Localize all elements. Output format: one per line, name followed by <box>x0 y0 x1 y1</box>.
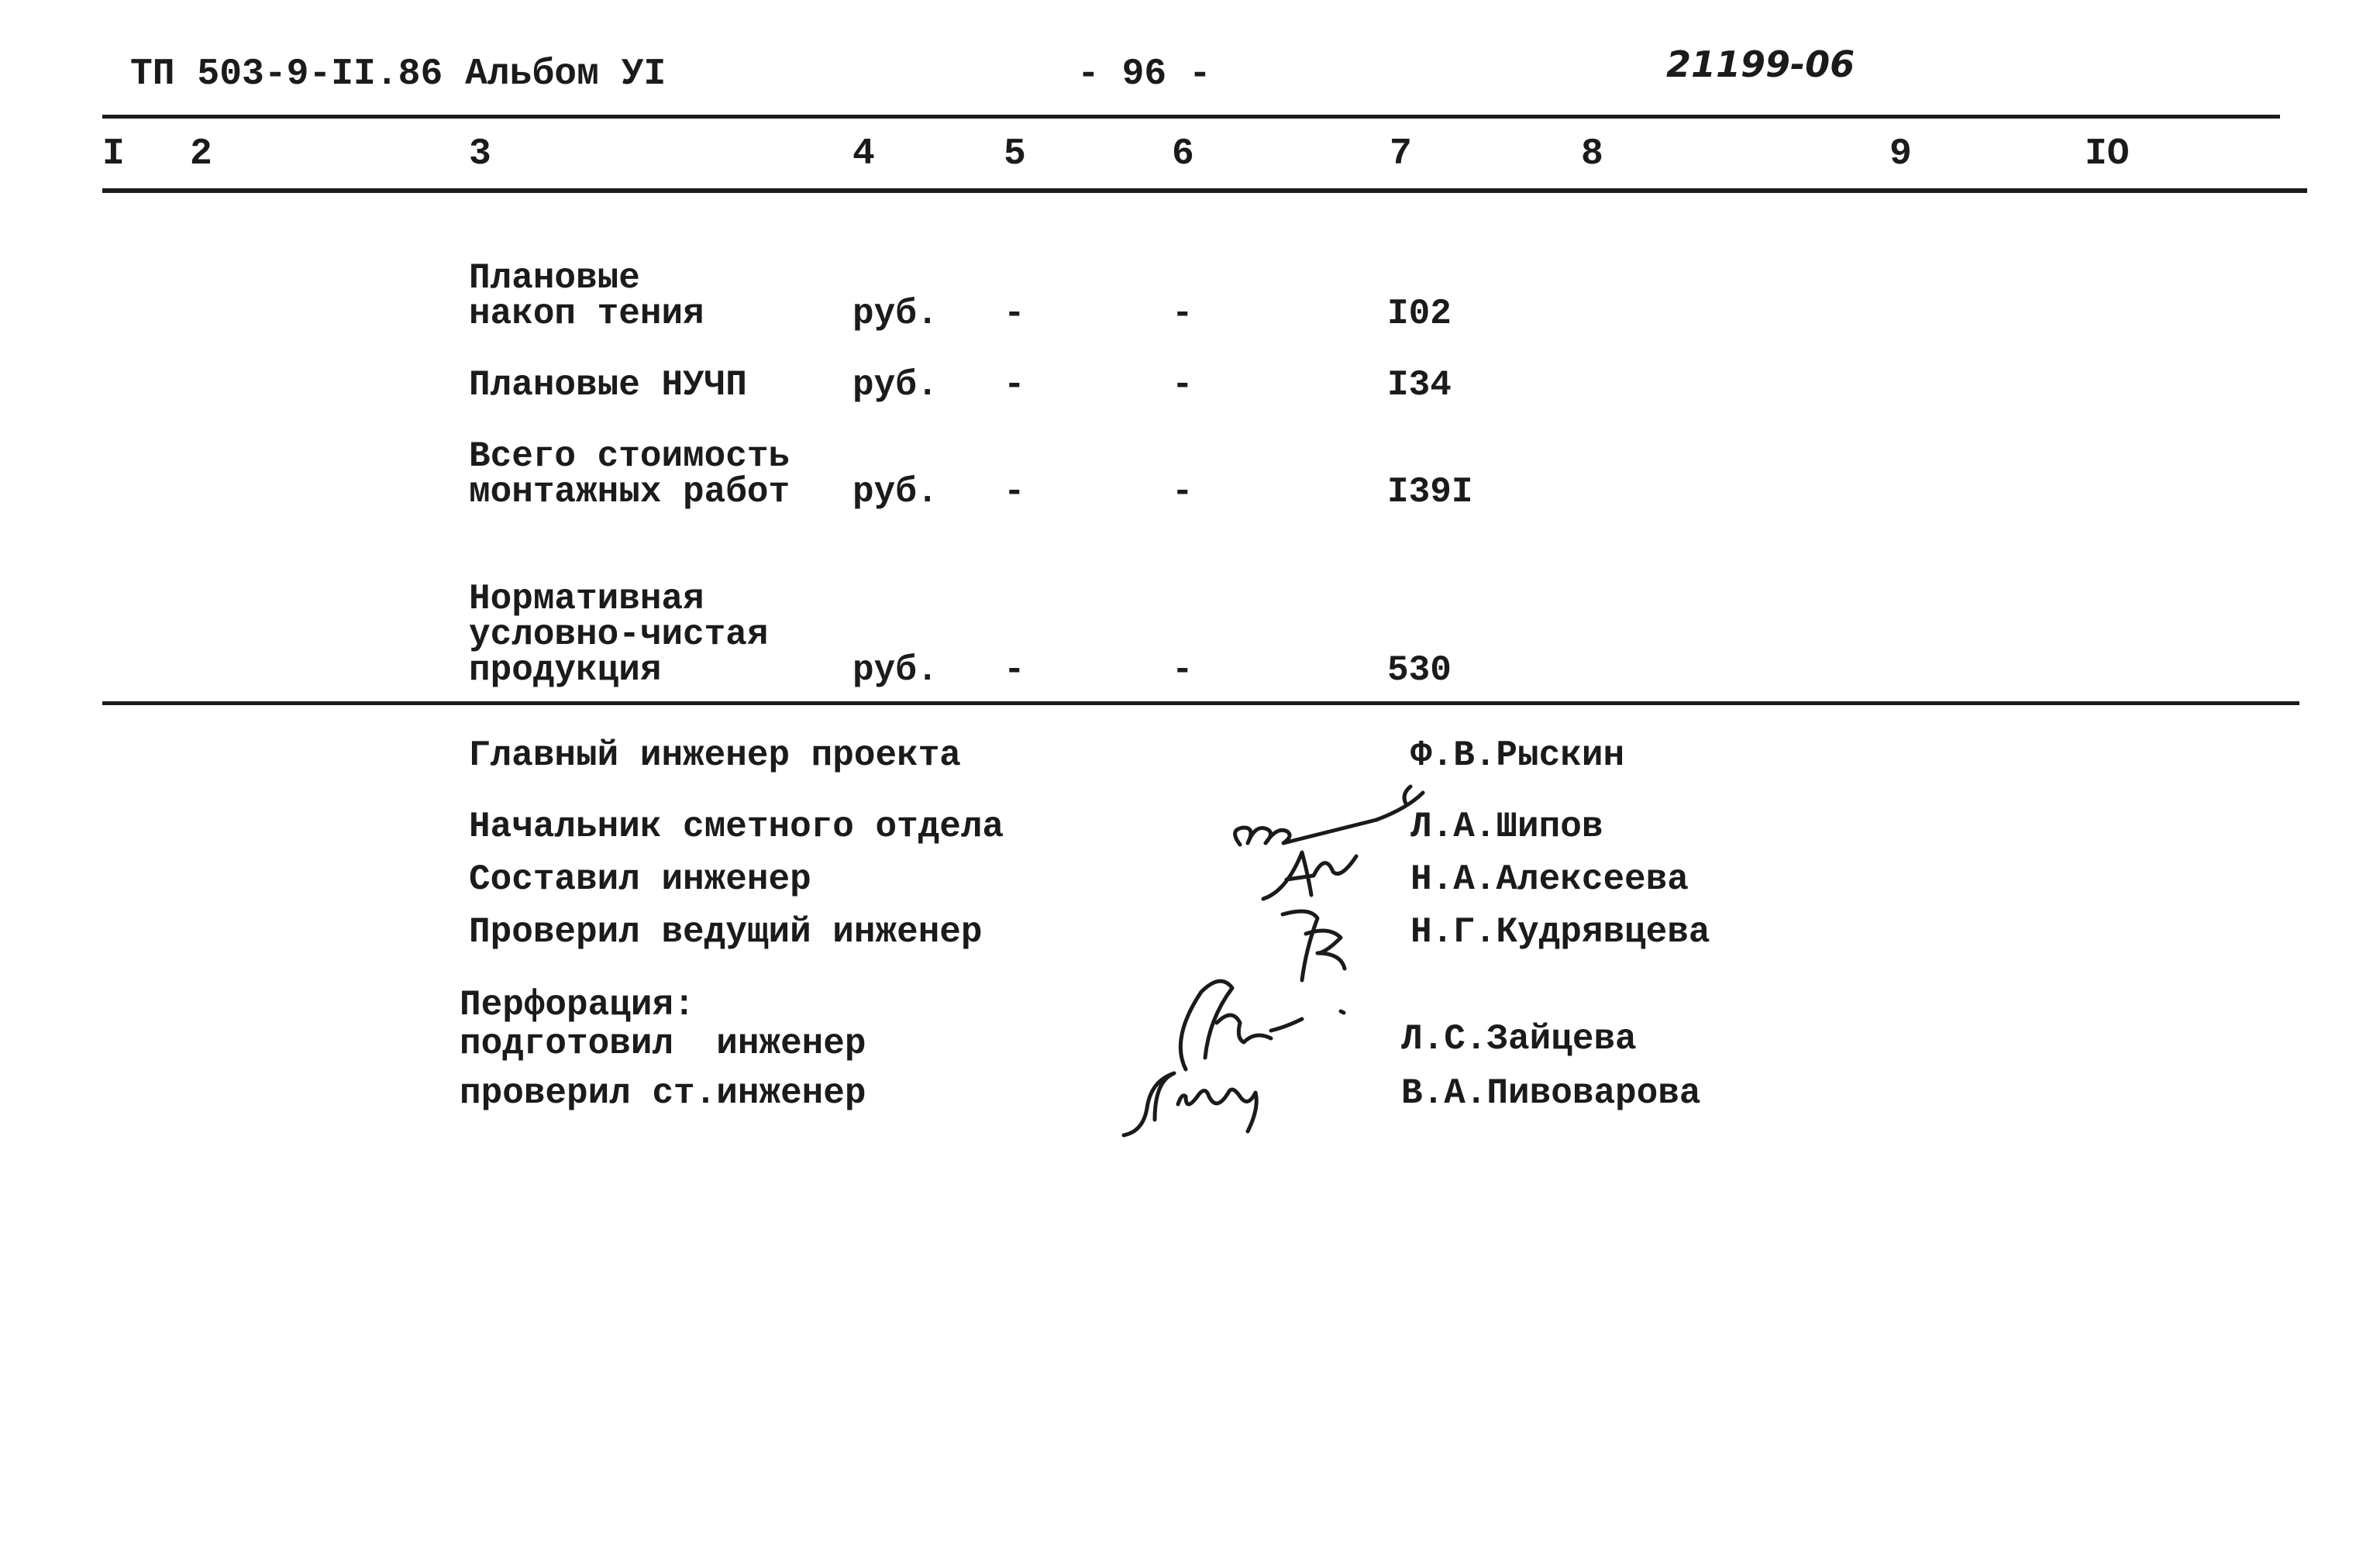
row-4-unit: руб. <box>852 650 939 690</box>
column-number-9: 9 <box>1889 133 1912 175</box>
handwritten-registration-code: 21199-06 <box>1666 43 1855 85</box>
column-number-6: 6 <box>1172 133 1194 175</box>
row-3-col5: - <box>1004 472 1025 512</box>
header-bottom-rule <box>102 188 2307 193</box>
handwritten-signature-senior-checker <box>1116 1050 1317 1151</box>
signatory-name-compiler: Н.А.Алексеева <box>1410 859 1689 900</box>
row-1-col6: - <box>1172 294 1193 334</box>
row-1-value: I02 <box>1387 294 1452 334</box>
row-2-unit: руб. <box>852 365 939 405</box>
row-4-col6: - <box>1172 650 1193 690</box>
signatory-role-checker: Проверил ведущий инженер <box>469 912 983 952</box>
column-number-5: 5 <box>1004 133 1026 175</box>
row-2-value: I34 <box>1387 365 1452 405</box>
document-code: ТП 503-9-II.86 Альбом УI <box>130 53 666 95</box>
signatory-role-estimates-head: Начальник сметного отдела <box>469 807 1004 847</box>
row-3-unit: руб. <box>852 472 939 512</box>
page-number: - 96 - <box>1077 53 1211 95</box>
row-3-name: Всего стоимость монтажных работ <box>469 436 790 512</box>
column-number-4: 4 <box>852 133 875 175</box>
row-2-col5: - <box>1004 365 1025 405</box>
row-2-name: Плановые НУЧП <box>469 365 747 405</box>
signatory-role-compiler: Составил инженер <box>469 859 811 900</box>
row-3-col6: - <box>1172 472 1193 512</box>
row-4-name: Нормативная условно-чистая продукция <box>469 579 769 690</box>
column-number-8: 8 <box>1581 133 1603 175</box>
signatory-role-perforation-preparer: Перфорация: подготовил инженер <box>460 985 866 1064</box>
handwritten-signature-checker <box>1267 899 1376 984</box>
column-number-3: 3 <box>469 133 491 175</box>
column-number-10: IO <box>2085 133 2130 175</box>
header-top-rule <box>102 115 2280 119</box>
row-1-col5: - <box>1004 294 1025 334</box>
column-number-7: 7 <box>1390 133 1412 175</box>
row-1-name: Плановые накоп тения <box>469 258 704 334</box>
row-1-unit: руб. <box>852 294 939 334</box>
signatory-role-chief-engineer: Главный инженер проекта <box>469 735 961 776</box>
table-bottom-rule <box>102 701 2299 705</box>
signatory-name-perforation-preparer: Л.С.Зайцева <box>1401 1019 1637 1059</box>
row-4-value: 530 <box>1387 650 1452 690</box>
row-4-col5: - <box>1004 650 1025 690</box>
column-number-2: 2 <box>190 133 212 175</box>
column-number-1: I <box>102 133 125 175</box>
row-2-col6: - <box>1172 365 1193 405</box>
signatory-name-senior-checker: В.А.Пивоварова <box>1401 1073 1701 1114</box>
signatory-name-chief-engineer: Ф.В.Рыскин <box>1410 735 1625 776</box>
row-3-value: I39I <box>1387 472 1473 512</box>
signatory-name-estimates-head: Л.А.Шипов <box>1410 807 1603 847</box>
signatory-name-checker: Н.Г.Кудрявцева <box>1410 912 1710 952</box>
signatory-role-senior-checker: проверил ст.инженер <box>460 1073 866 1114</box>
